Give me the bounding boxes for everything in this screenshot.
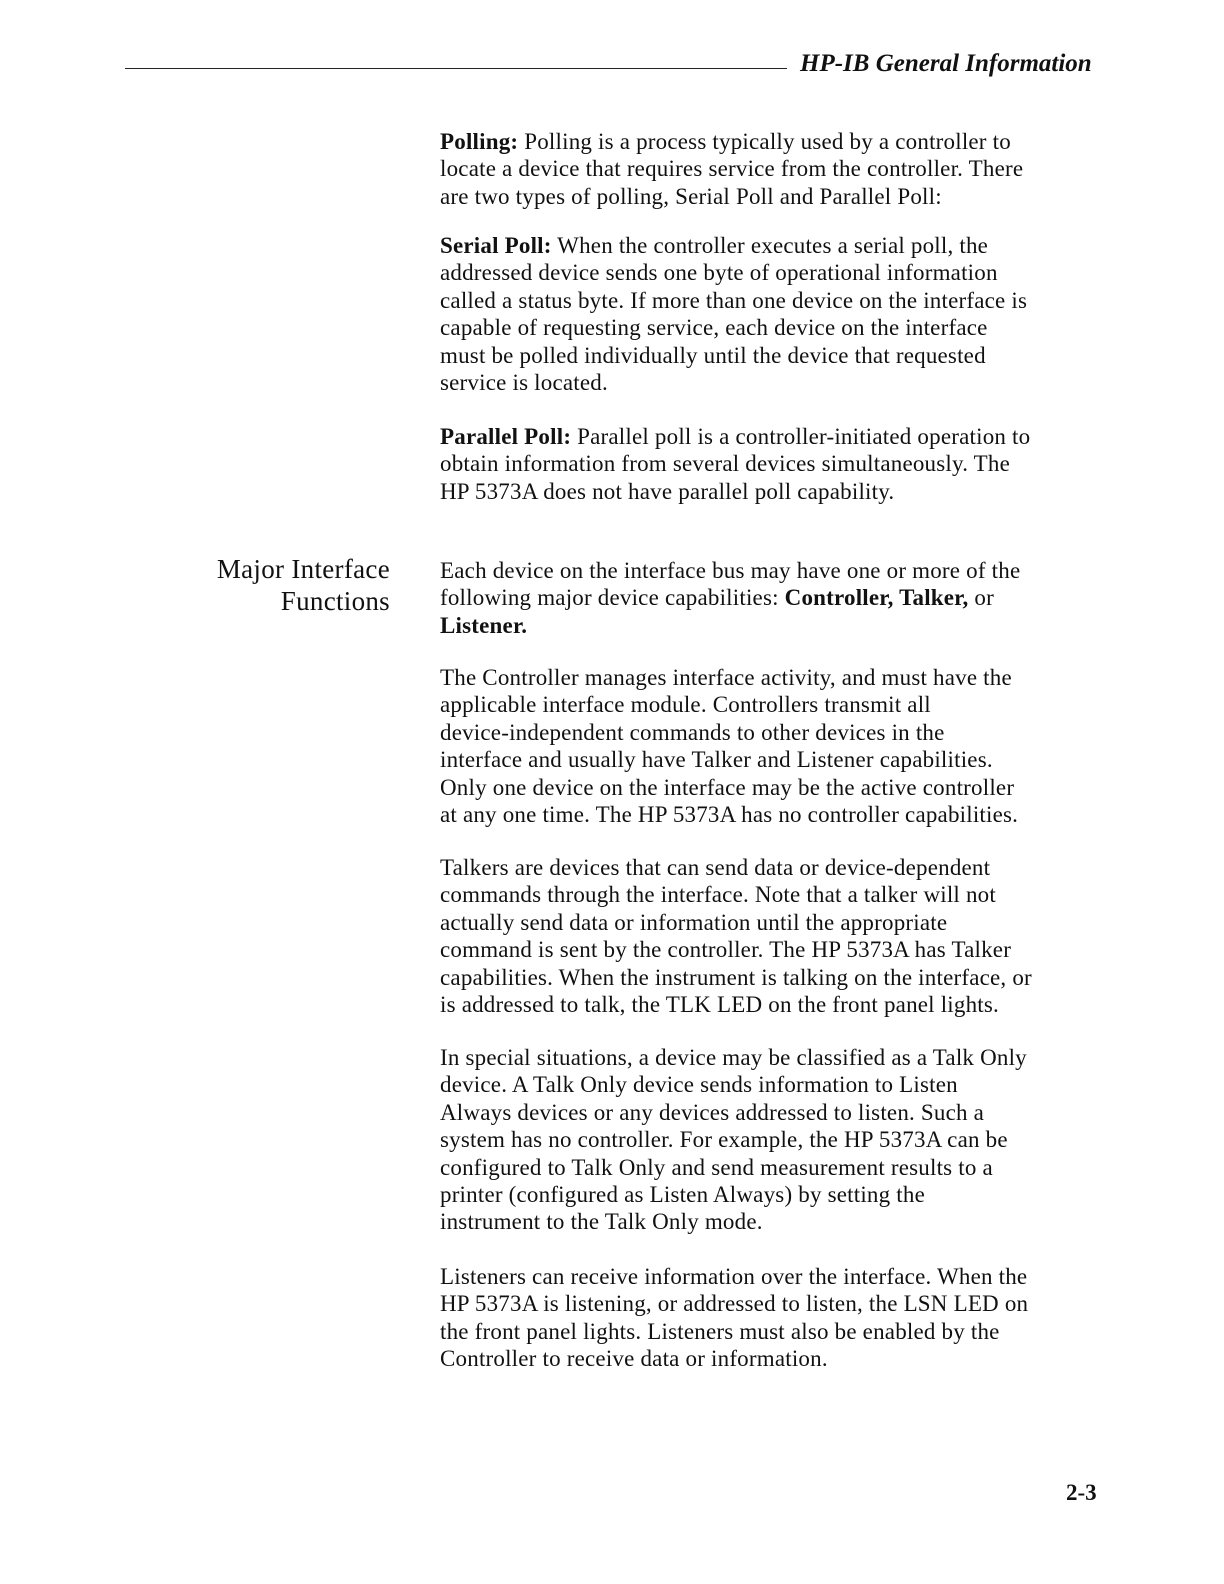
parallel-poll-text: Parallel poll is a controller-initiated operation to obtain information from several devices simultaneously. The HP 5373A does not have parallel poll capability.	[440, 424, 1031, 504]
polling-paragraph	[440, 128, 1140, 210]
serial-poll-text: When the controller executes a serial poll, the addressed device sends one byte of operational information called a status byte. If more than one device on the interface is capable of requesting service, each device on the interface must be polled individually until the device that requested service is located.	[440, 233, 1028, 396]
intro-text: Each device on the interface bus may have one or more of the following major device capabilities:	[440, 558, 1021, 611]
talkers-paragraph: Talkers are devices that can send data or device-dependent commands through the interface. Note that a talker will not actually send data or information until the appropriate command is sent by the controller. The HP 5373A has Talker capabilities. When the instrument is talking on the interface, or is addressed to talk, the TLK LED on the front panel lights.	[440, 855, 1032, 1018]
serial-poll-label: Serial Poll:	[440, 233, 552, 258]
intro-bold-capabilities: Controller, Talker,	[784, 585, 969, 611]
serial-poll-paragraph	[440, 232, 1140, 396]
polling-text: Polling is a process typically used by a controller to locate a device that requires service from the controller. There are two types of polling, Serial Poll and Parallel Poll:	[440, 129, 1024, 209]
parallel-poll-paragraph	[440, 423, 1140, 505]
section-intro-paragraph	[440, 557, 1140, 639]
listeners-paragraph: Listeners can receive information over the interface. When the HP 5373A is listening, or addressed to listen, the LSN LED on the front panel lights. Listeners must also be enabled by the Controller to receive data or information.	[440, 1264, 1029, 1372]
intro-bold-listener: Listener.	[440, 612, 528, 638]
page-number: 2-3	[1066, 1480, 1097, 1505]
controller-paragraph: The Controller manages interface activity, and must have the applicable interface module. Controllers transmit all device-independent commands to other devices in the interface and usually have Talker and Listener capabilities. Only one device on the interface may be the active controller at any one time. The HP 5373A has no controller capabilities.	[440, 665, 1019, 828]
parallel-poll-label: Parallel Poll:	[440, 424, 572, 449]
talk-only-paragraph: In special situations, a device may be classified as a Talk Only device. A Talk Only device sends information to Listen Always devices or any devices addressed to listen. Such a system has no controller. For example, the HP 5373A can be configured to Talk Only and send measurement results to a printer (configured as Listen Always) by setting the instrument to the Talk Only mode.	[440, 1045, 1027, 1235]
intro-text-or: or	[974, 585, 994, 611]
running-header-title: HP-IB General Information	[800, 50, 1092, 77]
section-heading: Major Interface Functions	[216, 554, 390, 616]
header-rule	[125, 68, 787, 69]
polling-label: Polling:	[440, 129, 519, 154]
